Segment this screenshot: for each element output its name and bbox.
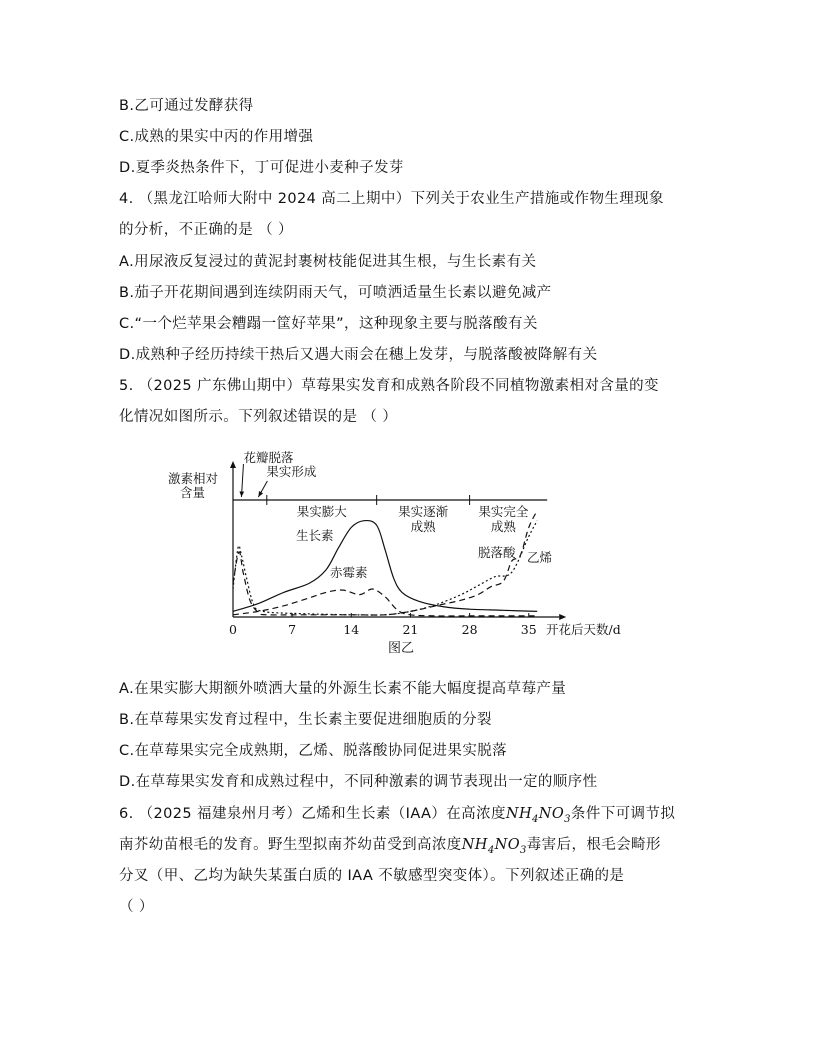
q6-text-b: 条件下可调节拟	[570, 806, 676, 822]
y-label-line2: 含量	[180, 485, 206, 500]
series-labels	[296, 528, 552, 580]
stage-label-line2: 成熟	[490, 519, 516, 534]
x-axis-label: 开花后天数/d	[546, 622, 621, 637]
y-label-line1: 激素相对	[168, 471, 219, 486]
question-4-stem-cont: 的分析，不正确的是 （ ）	[119, 222, 293, 238]
x-axis-arrow	[559, 614, 566, 620]
x-tick-label: 35	[520, 622, 537, 637]
gibberellin-curve	[233, 589, 537, 616]
y-axis-arrow	[230, 461, 236, 468]
q5-option-c: C.在草莓果实完全成熟期，乙烯、脱落酸协同促进果实脱落	[119, 743, 508, 759]
axes	[230, 461, 566, 620]
line-2: C.成熟的果实中丙的作用增强	[119, 129, 314, 145]
stage-label-line2: 成熟	[410, 519, 436, 534]
series-label: 脱落酸	[478, 545, 516, 560]
auxin-curve	[233, 521, 537, 612]
question-6-blank: （ ）	[119, 899, 154, 915]
ethylene-curve	[233, 521, 537, 615]
stage-label: 果实完全	[478, 504, 529, 519]
question-4-stem: 4. （黑龙江哈师大附中 2024 高二上期中）下列关于农业生产措施或作物生理现象	[119, 191, 664, 207]
stage-bar	[233, 495, 547, 534]
question-5-stem-cont: 化情况如图所示。下列叙述错误的是 （ ）	[119, 409, 398, 425]
ammonium-nitrate-formula-2: $NH_4NO_3$	[461, 837, 527, 856]
stage-label: 果实逐渐	[398, 504, 449, 519]
q6-text-c: 南芥幼苗根毛的发育。野生型拟南芥幼苗受到高浓度	[119, 837, 462, 853]
series-label: 生长素	[296, 528, 334, 543]
line-3: D.夏季炎热条件下，丁可促进小麦种子发芽	[119, 160, 404, 176]
q5-option-a: A.在果实膨大期额外喷洒大量的外源生长素不能大幅度提高草莓产量	[119, 681, 567, 697]
figure-caption: 图乙	[388, 641, 415, 656]
ammonium-nitrate-formula: $NH_4NO_3$	[505, 806, 571, 825]
x-tick-label: 7	[288, 622, 297, 637]
q4-option-a: A.用尿液反复浸过的黄泥封裹树枝能促进其生根，与生长素有关	[119, 254, 537, 270]
series-label: 赤霉素	[330, 565, 368, 580]
q5-option-b: B.在草莓果实发育过程中，生长素主要促进细胞质的分裂	[119, 712, 492, 728]
x-tick-label: 28	[461, 622, 478, 637]
question-6-stem-cont-2: 分叉（甲、乙均为缺失某蛋白质的 IAA 不敏感型突变体）。下列叙述正确的是	[119, 868, 625, 884]
y-axis-label	[168, 471, 218, 500]
q6-text-d: 毒害后，根毛会畸形	[526, 837, 661, 853]
q6-text-a: 6. （2025 福建泉州月考）乙烯和生长素（IAA）在高浓度	[119, 806, 506, 822]
stage-label: 果实膨大	[296, 504, 347, 519]
hormone-chart	[168, 446, 628, 658]
q4-option-b: B.茄子开花期间遇到连续阴雨天气，可喷洒适量生长素以避免减产	[119, 285, 552, 301]
q5-option-d: D.在草莓果实发育和成熟过程中，不同种激素的调节表现出一定的顺序性	[119, 774, 598, 790]
x-tick-label: 0	[229, 622, 237, 637]
event-markers	[239, 450, 316, 497]
event-label: 花瓣脱落	[243, 450, 294, 465]
event-arrowhead	[239, 491, 244, 497]
question-6-stem	[119, 804, 675, 830]
x-tick-label: 21	[402, 622, 419, 637]
question-6-stem-cont	[119, 835, 661, 861]
q4-option-c: C.“一个烂苹果会糟蹋一筐好苹果”，这种现象主要与脱落酸有关	[119, 316, 538, 332]
event-label: 果实形成	[266, 464, 317, 479]
q4-option-d: D.成熟种子经历持续干热后又遇大雨会在穗上发芽，与脱落酸被降解有关	[119, 347, 598, 363]
series-label: 乙烯	[527, 550, 553, 565]
line-1: B.乙可通过发酵获得	[119, 98, 254, 114]
question-5-stem: 5. （2025 广东佛山期中）草莓果实发育和成熟各阶段不同植物激素相对含量的变	[119, 378, 659, 394]
x-tick-label: 14	[343, 622, 360, 637]
